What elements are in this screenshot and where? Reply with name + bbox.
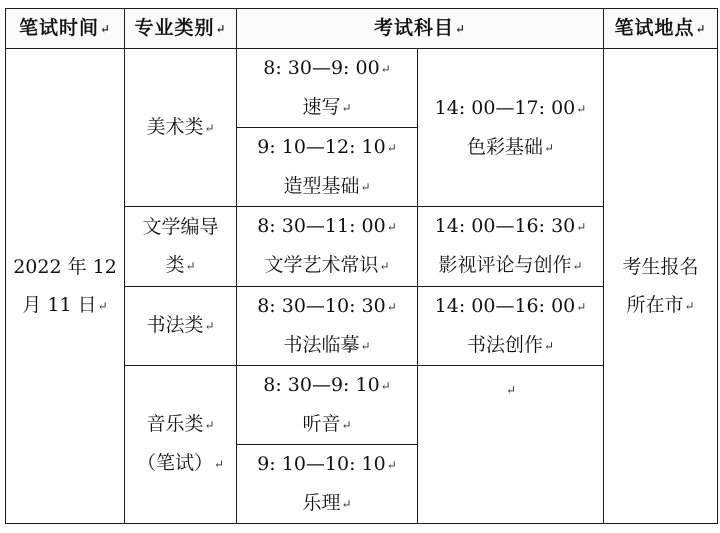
location-line1: 考生报名 bbox=[622, 255, 699, 278]
art-am2-cell: 9: 10—12: 10↵ 造型基础↵ bbox=[237, 128, 418, 207]
location-line2: 所在市 bbox=[626, 293, 684, 316]
music-am2-cell: 9: 10—10: 10↵ 乐理↵ bbox=[237, 445, 418, 524]
lit-pm-cell: 14: 00—16: 30↵ 影视评论与创作↵ bbox=[418, 207, 604, 287]
music-pm-cell: ↵ bbox=[418, 365, 604, 524]
exam-date-line1: 2022 年 12 bbox=[13, 255, 117, 278]
table-row bbox=[6, 49, 718, 128]
category-music: 音乐类↵ （笔试）↵ bbox=[125, 365, 237, 524]
calli-am-cell: 8: 30—10: 30↵ 书法临摹↵ bbox=[237, 286, 418, 365]
header-time: 笔试时间↵ bbox=[6, 9, 125, 49]
exam-schedule-table bbox=[5, 8, 718, 524]
exam-date-line2: 月 11 日 bbox=[22, 293, 97, 316]
category-literature: 文学编导 类↵ bbox=[125, 207, 237, 287]
exam-date-cell: 2022 年 12 月 11 日↵ bbox=[6, 49, 125, 524]
header-subjects: 考试科目↵ bbox=[237, 9, 604, 49]
category-calligraphy: 书法类↵ bbox=[125, 286, 237, 365]
header-location: 笔试地点↵ bbox=[604, 9, 718, 49]
category-art: 美术类↵ bbox=[125, 49, 237, 207]
header-category: 专业类别↵ bbox=[125, 9, 237, 49]
lit-am-cell: 8: 30—11: 00↵ 文学艺术常识↵ bbox=[237, 207, 418, 287]
calli-pm-cell: 14: 00—16: 00↵ 书法创作↵ bbox=[418, 286, 604, 365]
music-am1-cell: 8: 30—9: 10↵ 听音↵ bbox=[237, 365, 418, 445]
art-pm-cell: 14: 00—17: 00↵ 色彩基础↵ bbox=[418, 49, 604, 207]
exam-location-cell: 考生报名 所在市↵ bbox=[604, 49, 718, 524]
header-row bbox=[6, 9, 718, 49]
art-am1-cell: 8: 30—9: 00↵ 速写↵ bbox=[237, 49, 418, 128]
